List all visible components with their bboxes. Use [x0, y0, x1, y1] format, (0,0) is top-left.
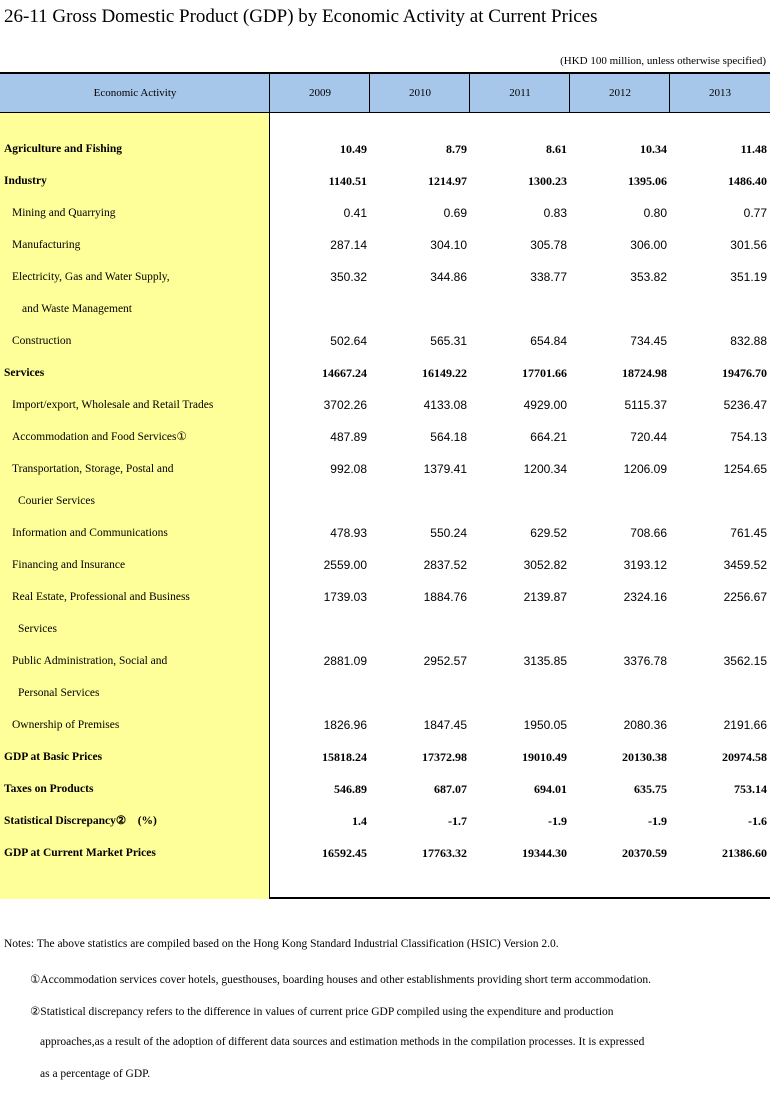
cell-value: 14667.24 — [322, 366, 367, 380]
cell-value: 1254.65 — [723, 462, 767, 476]
table-row — [0, 389, 770, 421]
header-year-2010: 2010 — [369, 74, 470, 112]
cell-value: 3459.52 — [723, 558, 767, 572]
cell-value: 350.32 — [330, 270, 367, 284]
table-row — [0, 805, 770, 837]
cell-value: 478.93 — [330, 526, 367, 540]
table-row — [0, 549, 770, 581]
cell-value: 338.77 — [530, 270, 567, 284]
cell-value: 4133.08 — [423, 398, 467, 412]
table-row — [0, 325, 770, 357]
cell-value: 502.64 — [330, 334, 367, 348]
cell-value: 565.31 — [430, 334, 467, 348]
cell-value: 0.83 — [543, 206, 567, 220]
cell-value: 19476.70 — [722, 366, 767, 380]
table-row — [0, 645, 770, 677]
table-row — [0, 229, 770, 261]
cell-value: 629.52 — [530, 526, 567, 540]
cell-value: 20974.58 — [722, 750, 767, 764]
row-label: Industry — [4, 175, 47, 187]
table-row-continuation — [0, 613, 770, 645]
cell-value: 8.79 — [446, 142, 467, 156]
cell-value: -1.9 — [548, 814, 567, 828]
header-year-2013: 2013 — [669, 74, 770, 112]
cell-value: 17763.32 — [422, 846, 467, 860]
cell-value: 11.48 — [740, 142, 767, 156]
cell-value: 17372.98 — [422, 750, 467, 764]
cell-value: 1950.05 — [523, 718, 567, 732]
cell-value: 344.86 — [430, 270, 467, 284]
cell-value: 761.45 — [730, 526, 767, 540]
table-row — [0, 357, 770, 389]
cell-value: 0.80 — [643, 206, 667, 220]
cell-value: 21386.60 — [722, 846, 767, 860]
cell-value: 2559.00 — [323, 558, 367, 572]
cell-value: 708.66 — [630, 526, 667, 540]
cell-value: 1379.41 — [423, 462, 467, 476]
table-row — [0, 421, 770, 453]
cell-value: 15818.24 — [322, 750, 367, 764]
cell-value: 3376.78 — [623, 654, 667, 668]
row-label: Construction — [12, 335, 72, 347]
cell-value: 18724.98 — [622, 366, 667, 380]
header-activity: Economic Activity — [93, 87, 177, 99]
cell-value: 720.44 — [630, 430, 667, 444]
table-row — [0, 197, 770, 229]
row-label: Taxes on Products — [4, 783, 94, 795]
cell-value: 753.14 — [734, 782, 767, 796]
cell-value: 1140.51 — [328, 174, 367, 188]
cell-value: 20370.59 — [622, 846, 667, 860]
cell-value: 5115.37 — [624, 398, 667, 412]
page-title: 26-11 Gross Domestic Product (GDP) by Economic Activity at Current Prices — [4, 6, 598, 27]
cell-value: 487.89 — [330, 430, 367, 444]
table-row — [0, 165, 770, 197]
header-year-2009: 2009 — [269, 74, 370, 112]
cell-value: 664.21 — [530, 430, 567, 444]
cell-value: -1.7 — [448, 814, 467, 828]
row-label: Accommodation and Food Services① — [12, 431, 187, 443]
cell-value: 564.18 — [430, 430, 467, 444]
cell-value: 2139.87 — [523, 590, 567, 604]
cell-value: 546.89 — [334, 782, 367, 796]
gdp-table — [0, 72, 770, 899]
header-year-2012: 2012 — [569, 74, 670, 112]
cell-value: 635.75 — [634, 782, 667, 796]
cell-value: 3135.85 — [523, 654, 567, 668]
cell-value: 19010.49 — [522, 750, 567, 764]
row-label: Services — [18, 623, 57, 635]
cell-value: 301.56 — [730, 238, 767, 252]
table-row — [0, 709, 770, 741]
cell-value: 19344.30 — [522, 846, 567, 860]
table-row — [0, 517, 770, 549]
cell-value: 5236.47 — [723, 398, 767, 412]
row-label: GDP at Basic Prices — [4, 751, 103, 763]
row-label: Electricity, Gas and Water Supply, — [12, 271, 170, 283]
cell-value: 2191.66 — [723, 718, 767, 732]
cell-value: 3702.26 — [323, 398, 367, 412]
cell-value: 304.10 — [430, 238, 467, 252]
row-label: Import/export, Wholesale and Retail Trades — [12, 399, 214, 411]
cell-value: 3193.12 — [623, 558, 667, 572]
row-label: Services — [4, 367, 45, 379]
cell-value: 4929.00 — [523, 398, 567, 412]
table-row-continuation — [0, 293, 770, 325]
row-label: Courier Services — [18, 495, 95, 507]
cell-value: 734.45 — [630, 334, 667, 348]
cell-value: 832.88 — [730, 334, 767, 348]
cell-value: 2256.67 — [723, 590, 767, 604]
cell-value: 0.77 — [743, 206, 767, 220]
unit-note: (HKD 100 million, unless otherwise specified) — [560, 55, 766, 67]
cell-value: 305.78 — [530, 238, 567, 252]
cell-value: 1214.97 — [428, 174, 467, 188]
cell-value: 754.13 — [730, 430, 767, 444]
table-row-continuation — [0, 485, 770, 517]
row-label: Manufacturing — [12, 239, 81, 251]
row-label: and Waste Management — [22, 303, 132, 315]
cell-value: 1847.45 — [423, 718, 467, 732]
cell-value: 1826.96 — [323, 718, 367, 732]
cell-value: 2837.52 — [423, 558, 467, 572]
cell-value: 0.69 — [443, 206, 467, 220]
cell-value: 1395.06 — [628, 174, 667, 188]
note-line-3: ②Statistical discrepancy refers to the difference in values of current price GDP compiled using the expenditure and production — [30, 1006, 614, 1018]
table-row — [0, 773, 770, 805]
note-line-4: approaches,as a result of the adoption of different data sources and estimation methods in the compilation processes. It is expressed — [40, 1036, 645, 1048]
row-label: GDP at Current Market Prices — [4, 847, 156, 859]
note-line-1: Notes: The above statistics are compiled based on the Hong Kong Standard Industrial Classification (HSIC) Version 2.0. — [4, 938, 559, 950]
cell-value: 16149.22 — [422, 366, 467, 380]
cell-value: -1.6 — [748, 814, 767, 828]
row-label: Transportation, Storage, Postal and — [12, 463, 174, 475]
table-row-continuation — [0, 677, 770, 709]
cell-value: 351.19 — [730, 270, 767, 284]
cell-value: 550.24 — [430, 526, 467, 540]
cell-value: 353.82 — [630, 270, 667, 284]
cell-value: 16592.45 — [322, 846, 367, 860]
cell-value: 2324.16 — [623, 590, 667, 604]
row-label: Financing and Insurance — [12, 559, 126, 571]
cell-value: 287.14 — [330, 238, 367, 252]
row-label: Real Estate, Professional and Business — [12, 591, 190, 603]
row-label: Mining and Quarrying — [12, 207, 116, 219]
cell-value: 3562.15 — [723, 654, 767, 668]
cell-value: 654.84 — [530, 334, 567, 348]
cell-value: 992.08 — [330, 462, 367, 476]
table-row — [0, 453, 770, 485]
cell-value: 2080.36 — [623, 718, 667, 732]
cell-value: 1739.03 — [323, 590, 367, 604]
row-label: Information and Communications — [12, 527, 168, 539]
row-label: Ownership of Premises — [12, 719, 120, 731]
row-label: Public Administration, Social and — [12, 655, 168, 667]
table-header — [0, 74, 770, 113]
table-row — [0, 133, 770, 165]
cell-value: 1.4 — [352, 814, 367, 828]
cell-value: 306.00 — [630, 238, 667, 252]
cell-value: 17701.66 — [522, 366, 567, 380]
cell-value: 0.41 — [343, 206, 367, 220]
header-year-2011: 2011 — [469, 74, 570, 112]
cell-value: 1884.76 — [423, 590, 467, 604]
cell-value: -1.9 — [648, 814, 667, 828]
cell-value: 3052.82 — [523, 558, 567, 572]
cell-value: 8.61 — [546, 142, 567, 156]
cell-value: 687.07 — [434, 782, 467, 796]
cell-value: 694.01 — [534, 782, 567, 796]
cell-value: 2952.57 — [423, 654, 467, 668]
note-line-5: as a percentage of GDP. — [40, 1068, 151, 1080]
cell-value: 1486.40 — [728, 174, 767, 188]
cell-value: 1300.23 — [528, 174, 567, 188]
row-label: Statistical Discrepancy② (%) — [4, 815, 157, 827]
table-row — [0, 581, 770, 613]
table-row — [0, 837, 770, 869]
cell-value: 20130.38 — [622, 750, 667, 764]
cell-value: 10.34 — [640, 142, 667, 156]
cell-value: 2881.09 — [323, 654, 367, 668]
row-label: Agriculture and Fishing — [4, 143, 122, 155]
cell-value: 1200.34 — [523, 462, 567, 476]
table-row — [0, 741, 770, 773]
cell-value: 10.49 — [340, 142, 367, 156]
note-line-2: ①Accommodation services cover hotels, guesthouses, boarding houses and other establishments providing short term accommodation. — [30, 974, 651, 986]
row-label: Personal Services — [18, 687, 100, 699]
cell-value: 1206.09 — [623, 462, 667, 476]
table-row — [0, 261, 770, 293]
